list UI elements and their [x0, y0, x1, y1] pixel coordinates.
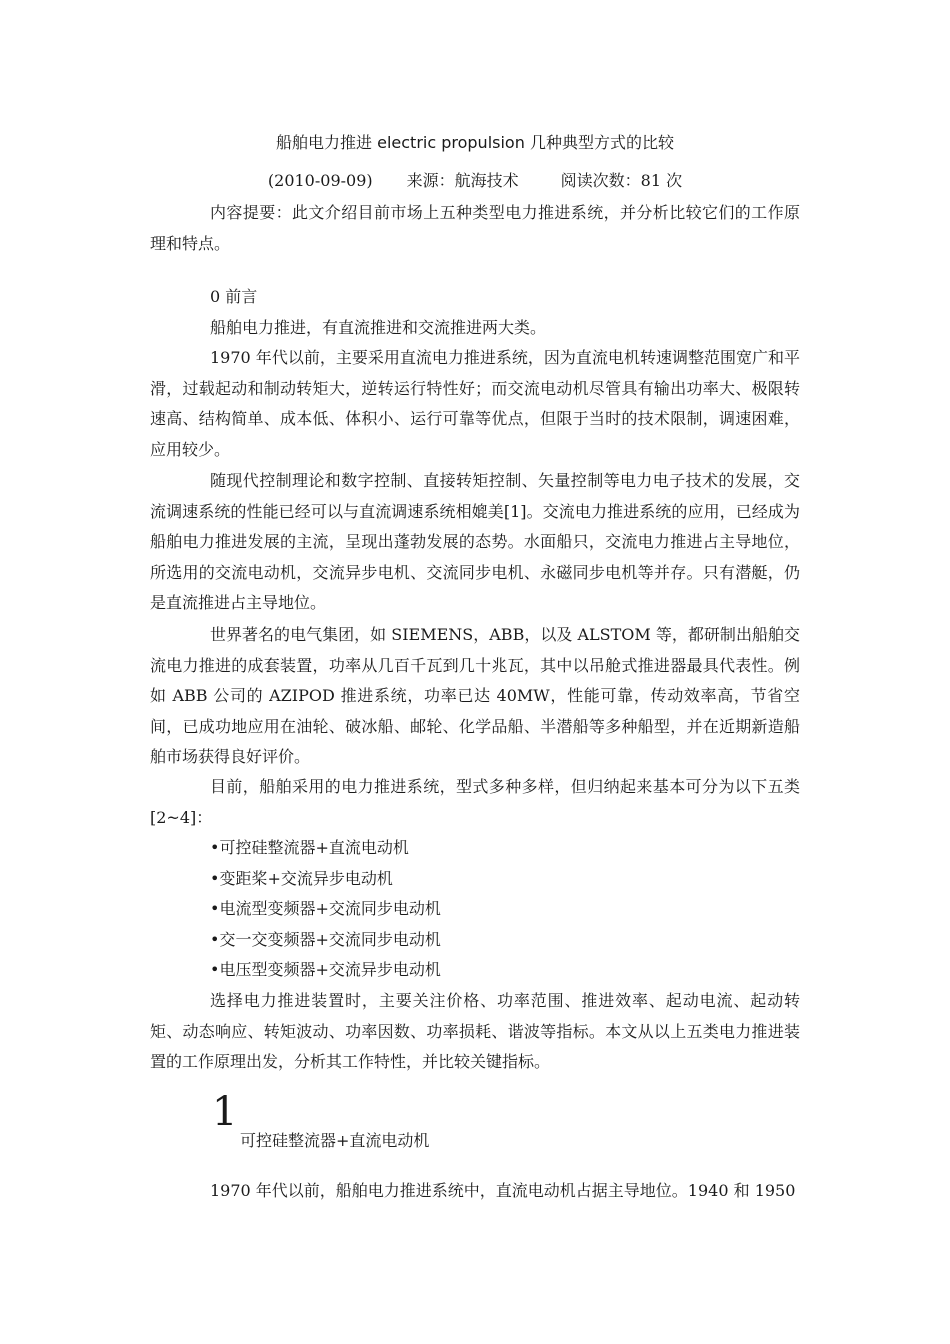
summary-paragraph: 内容提要：此文介绍目前市场上五种类型电力推进系统，并分析比较它们的工作原理和特点。	[150, 203, 800, 253]
paragraph: 随现代控制理论和数字控制、直接转矩控制、矢量控制等电力电子技术的发展，交流调速系统的性能已经可以与直流调速系统相媲美[1]。交流电力推进系统的应用，已经成为船舶电力推进发展的主流，呈现出蓬勃发展的态势。水面船只，交流电力推进占主导地位，所选用的交流电动机，交流异步电机、交流同步电机、永磁同步电机等并存。只有潜艇，仍是直流推进占主导地位。	[150, 471, 800, 612]
meta-source: 来源：航海技术	[406, 171, 519, 190]
paragraph: 世界著名的电气集团，如 SIEMENS，ABB，以及 ALSTOM 等，都研制出船舶交流电力推进的成套装置，功率从几百千瓦到几十兆瓦，其中以吊舱式推进器最具代表性。例如 ABB 公司的 AZIPOD 推进系统，功率已达 40MW，性能可靠，传动效率高，节省空间，已成功地应用在油轮、破冰船、邮轮、化学品船、半潜船等多种船型，并在近期新造船舶市场获得良好评价。	[150, 625, 800, 766]
paragraph: 目前，船舶采用的电力推进系统，型式多种多样，但归纳起来基本可分为以下五类[2~4]：	[150, 777, 800, 827]
meta-date: (2010-09-09)	[267, 171, 373, 190]
paragraph: 船舶电力推进，有直流推进和交流推进两大类。	[210, 318, 547, 337]
document-title: 船舶电力推进 electric propulsion 几种典型方式的比较	[276, 133, 674, 152]
section-first-line: 1970 年代以前，船舶电力推进系统中，直流电动机占据主导地位。1940 和 1950	[210, 1181, 796, 1200]
section-title: 可控硅整流器+直流电动机	[240, 1131, 430, 1150]
section-number: 1	[212, 1089, 238, 1135]
list-item: •交一交变频器+交流同步电动机	[210, 930, 441, 949]
meta-reads: 阅读次数：81 次	[560, 171, 683, 190]
list-item: •变距桨+交流异步电动机	[210, 869, 393, 888]
intro-heading: 0 前言	[210, 287, 258, 306]
list-item: •电压型变频器+交流异步电动机	[210, 960, 441, 979]
list-item: •电流型变频器+交流同步电动机	[210, 899, 441, 918]
closing-paragraph: 选择电力推进装置时，主要关注价格、功率范围、推进效率、起动电流、起动转矩、动态响应、转矩波动、功率因数、功率损耗、谐波等指标。本文从以上五类电力推进装置的工作原理出发，分析其工作特性，并比较关键指标。	[150, 991, 800, 1071]
paragraph: 1970 年代以前，主要采用直流电力推进系统，因为直流电机转速调整范围宽广和平滑，过载起动和制动转矩大，逆转运行特性好；而交流电动机尽管具有输出功率大、极限转速高、结构简单、成本低、体积小、运行可靠等优点，但限于当时的技术限制，调速困难，应用较少。	[150, 348, 800, 459]
article-meta	[150, 168, 800, 191]
list-item: •可控硅整流器+直流电动机	[210, 838, 409, 857]
